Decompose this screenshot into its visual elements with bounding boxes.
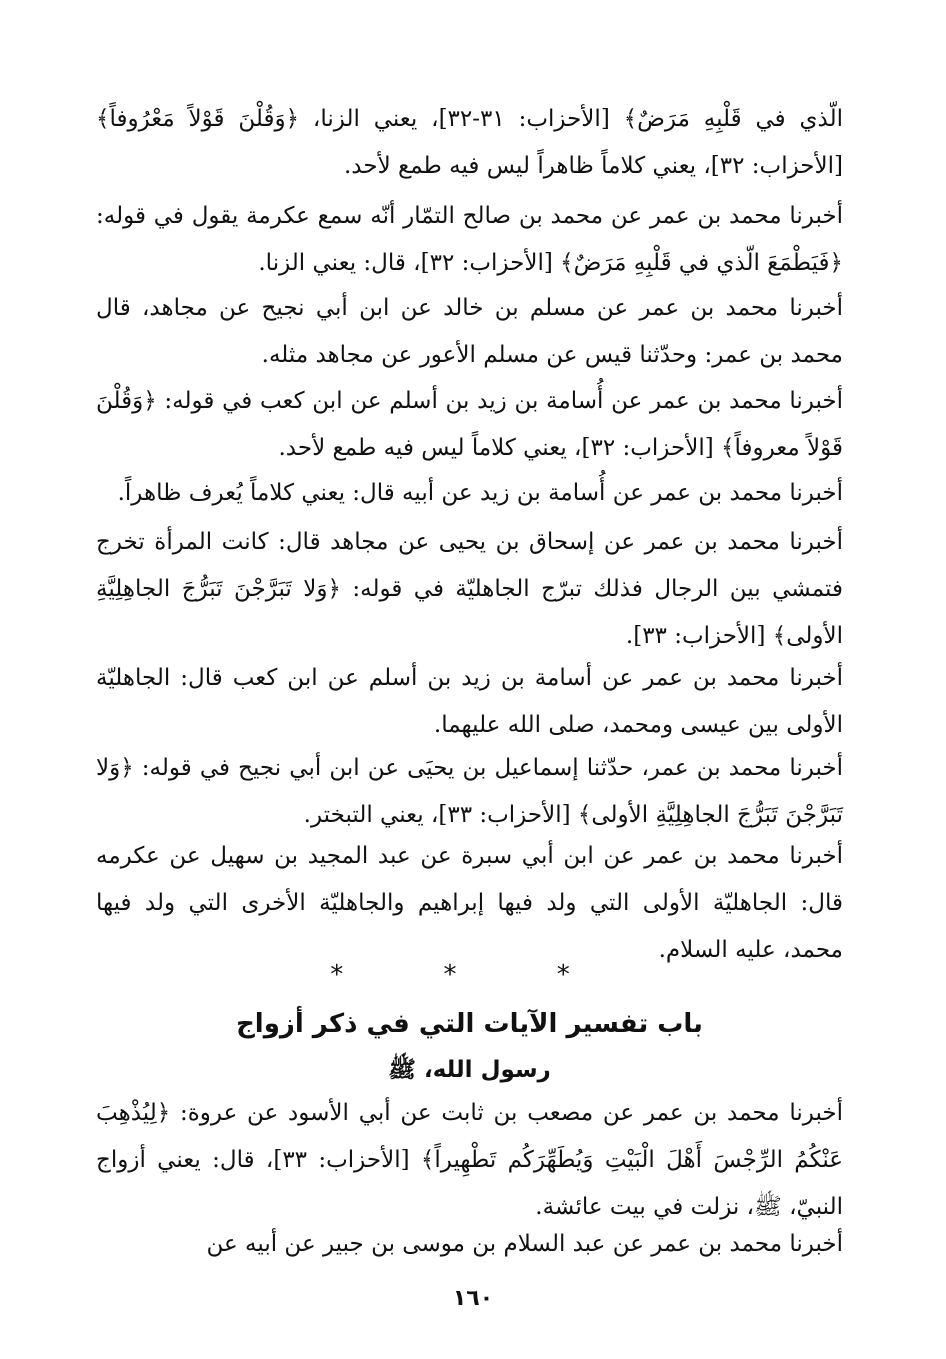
paragraph-3: أخبرنا محمد بن عمر عن مسلم بن خالد عن ابن أبي نجيح عن مجاهد، قال محمد بن عمر: وحدّثنا قيس عن مسلم الأعور عن مجاهد مثله. [96, 295, 843, 368]
paragraph-1: الّذي في قَلْبِهِ مَرَضٌ﴾ [الأحزاب: ٣١-٣٢]، يعني الزنا، ﴿وَقُلْنَ قَوْلاً مَعْرُوفاً﴾ [الأحزاب: ٣٢]، يعني كلاماً ظاهراً ليس فيه طمع لأحد. [96, 106, 843, 179]
paragraph-2: أخبرنا محمد بن عمر عن محمد بن صالح التمّار أنّه سمع عكرمة يقول في قوله: ﴿فَيَطْمَعَ الّذي في قَلْبِهِ مَرَضٌ﴾ [الأحزاب: ٣٢]، قال: يعني الزنا. [96, 203, 843, 276]
paragraph-10: أخبرنا محمد بن عمر عن مصعب بن ثابت عن أبي الأسود عن عروة: ﴿لِيُذْهِبَ عَنْكُمُ الرِّجْسَ أَهْلَ الْبَيْتِ وَيُطَهِّرَكُم تَطْهِيراً﴾ [الأحزاب: ٣٣]، قال: يعني أزواج النبيّ، ﷺ، نزلت في بيت عائشة. [96, 1100, 843, 1220]
paragraph-7: أخبرنا محمد بن عمر عن أسامة بن زيد بن أسلم عن ابن كعب قال: الجاهليّة الأولى بين عيسى ومحمد، صلى الله عليهما. [96, 665, 843, 738]
paragraph-9: أخبرنا محمد بن عمر عن ابن أبي سبرة عن عبد المجيد بن سهيل عن عكرمه قال: الجاهليّة الأولى التي ولد فيها إبراهيم والجاهليّة الأخرى التي ولد فيها محمد، عليه السلام. [96, 843, 843, 963]
section-heading-line2: رسول الله، ﷺ [388, 1057, 551, 1083]
paragraph-4: أخبرنا محمد بن عمر عن أُسامة بن زيد بن أسلم عن ابن كعب في قوله: ﴿وَقُلْنَ قَوْلاً معروفاً﴾ [الأحزاب: ٣٢]، يعني كلاماً ليس فيه طمع لأحد. [96, 388, 843, 461]
section-heading: باب تفسير الآيات التي في ذكر أزواج [236, 1009, 703, 1039]
paragraph-5: أخبرنا محمد بن عمر عن أُسامة بن زيد عن أبيه قال: يعني كلاماً يُعرف ظاهراً. [117, 480, 843, 506]
paragraph-11: أخبرنا محمد بن عمر عن عبد السلام بن موسى بن جبير عن أبيه عن [206, 1231, 843, 1257]
paragraph-8: أخبرنا محمد بن عمر، حدّثنا إسماعيل بن يحيَى عن ابن أبي نجيح في قوله: ﴿وَلا تَبَرَّجْنَ تَبَرُّجَ الجاهِلِيَّةِ الأولى﴾ [الأحزاب: ٣٣]، يعني التبختر. [96, 755, 843, 828]
section-separator: * * * [330, 960, 616, 990]
page-number: ١٦٠ [452, 1286, 494, 1311]
paragraph-6: أخبرنا محمد بن عمر عن إسحاق بن يحيى عن مجاهد قال: كانت المرأة تخرج فتمشي بين الرجال فذلك تبرّج الجاهليّة في قوله: ﴿وَلا تَبَرَّجْنَ تَبَرُّجَ الجاهِلِيَّةِ الأولى﴾ [الأحزاب: ٣٣]. [96, 529, 843, 649]
